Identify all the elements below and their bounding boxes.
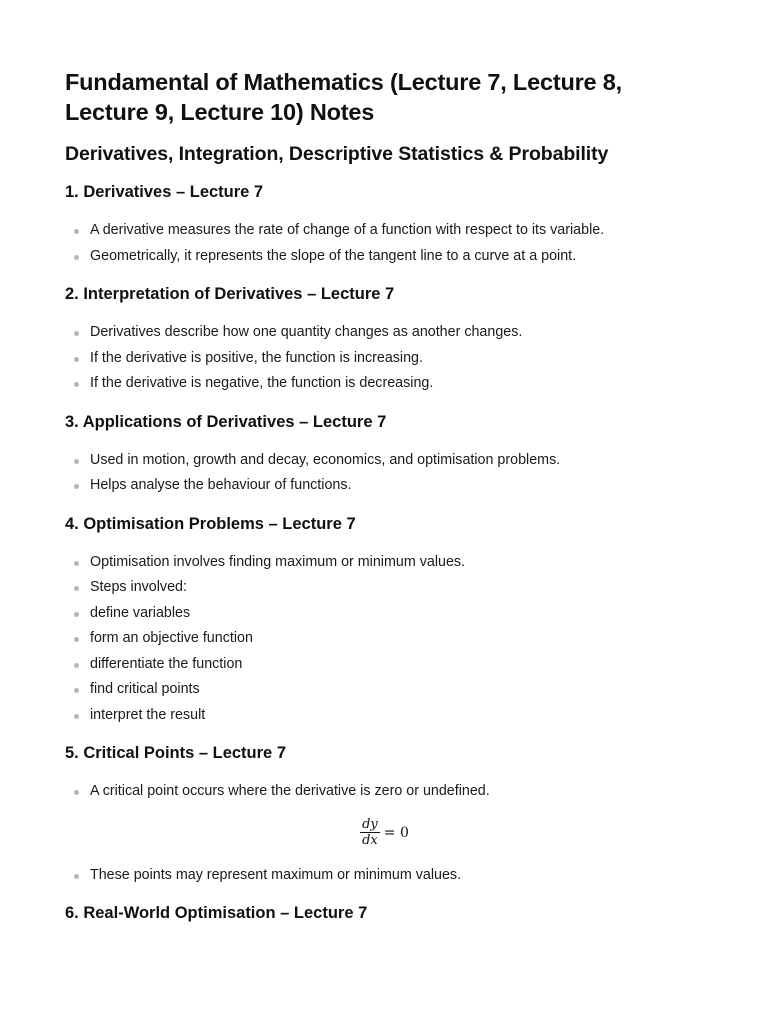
equation-rhs: = 0 [383,824,409,841]
list-item: These points may represent maximum or minimum values. [65,863,704,889]
section-heading: 1. Derivatives – Lecture 7 [65,183,264,201]
section-heading: 3. Applications of Derivatives – Lecture 7 [65,412,387,431]
list-item: If the derivative is positive, the function is increasing. [65,346,704,372]
list-item: Helps analyse the behaviour of functions. [65,473,704,499]
list-item: define variables [65,601,704,627]
section-real-world [65,902,704,924]
section-heading: 5. Critical Points – Lecture 7 [65,744,286,762]
document-title: Fundamental of Mathematics (Lecture 7, Lecture 8, Lecture 9, Lecture 10) Notes [65,69,622,125]
fraction-numerator: dy [362,816,378,832]
list-item: Used in motion, growth and decay, economics, and optimisation problems. [65,448,704,474]
list-item: interpret the result [65,703,704,729]
section-heading: 6. Real-World Optimisation – Lecture 7 [65,904,368,922]
fraction [360,817,380,849]
document-subtitle: Derivatives, Integration, Descriptive Statistics & Probability [65,143,609,165]
section-heading: 4. Optimisation Problems – Lecture 7 [65,514,356,533]
bullet-list [65,218,704,269]
section-interpretation [65,283,704,397]
list-item: Geometrically, it represents the slope of the tangent line to a curve at a point. [65,244,704,270]
bullet-list [65,320,704,397]
derivative-formula [65,813,704,853]
section-critical-points [65,742,704,888]
section-applications [65,411,704,499]
section-derivatives [65,181,704,269]
bullet-list [65,779,704,805]
list-item: form an objective function [65,626,704,652]
list-item: If the derivative is negative, the function is decreasing. [65,371,704,397]
list-item: Derivatives describe how one quantity changes as another changes. [65,320,704,346]
section-optimisation [65,513,704,729]
list-item: find critical points [65,677,704,703]
list-item: Steps involved: [65,575,704,601]
bullet-list [65,448,704,499]
list-item: A derivative measures the rate of change of a function with respect to its variable. [65,218,704,244]
bullet-list [65,550,704,729]
list-item: A critical point occurs where the derivative is zero or undefined. [65,779,704,805]
list-item: Optimisation involves finding maximum or minimum values. [65,550,704,576]
section-heading: 2. Interpretation of Derivatives – Lecture 7 [65,285,395,303]
bullet-list [65,863,704,889]
fraction-denominator: dx [362,832,378,848]
list-item: differentiate the function [65,652,704,678]
